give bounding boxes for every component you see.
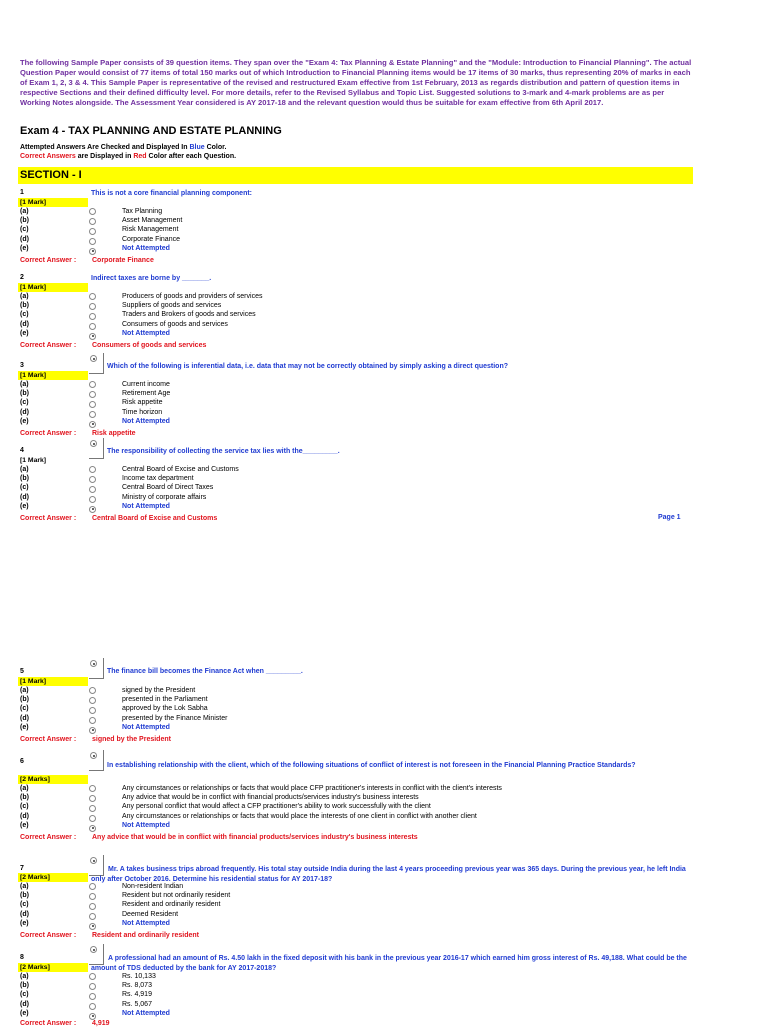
legend-text: Attempted Answers Are Checked and Displayed In bbox=[20, 144, 190, 151]
correct-answer bbox=[20, 834, 418, 841]
attempt-radio[interactable] bbox=[90, 857, 97, 864]
option-label: Any circumstances or relationships or facts that would place CFP practitioner's interests in conflict with the client's interests bbox=[122, 785, 502, 792]
question-text: Which of the following is inferential data, i.e. data that may not be correctly obtained by simply asking a direct question? bbox=[107, 363, 509, 370]
correct-answer-value: Risk appetite bbox=[92, 430, 136, 437]
option-radio-b[interactable] bbox=[89, 893, 96, 900]
correct-answer bbox=[20, 515, 218, 522]
option-radio-a[interactable] bbox=[89, 293, 96, 300]
option-label: Income tax department bbox=[122, 475, 194, 483]
page-number: Page 1 bbox=[658, 514, 681, 521]
option-list bbox=[122, 686, 227, 732]
question-checkbox[interactable] bbox=[89, 750, 104, 771]
question-text: The responsibility of collecting the service tax lies with the_________. bbox=[107, 448, 340, 455]
option-radio-d[interactable] bbox=[89, 815, 96, 822]
question-number: 6 bbox=[20, 758, 24, 765]
option-letters: (a) (b) (c) (d) (e) bbox=[20, 381, 29, 425]
legend-correct bbox=[20, 153, 236, 160]
option-radio-a[interactable] bbox=[89, 973, 96, 980]
option-list bbox=[122, 972, 170, 1018]
option-radio-c[interactable] bbox=[89, 903, 96, 910]
question-text: The finance bill becomes the Finance Act when _________. bbox=[107, 668, 303, 675]
question-number: 4 bbox=[20, 447, 24, 454]
option-radio-b[interactable] bbox=[89, 218, 96, 225]
option-label: Suppliers of goods and services bbox=[122, 302, 222, 310]
option-label: Resident and ordinarily resident bbox=[122, 901, 221, 909]
option-list bbox=[122, 882, 230, 928]
option-radios bbox=[89, 687, 96, 736]
attempt-radio[interactable] bbox=[90, 946, 97, 953]
option-radio-c[interactable] bbox=[89, 228, 96, 235]
legend-red-word: Red bbox=[133, 153, 147, 160]
option-list bbox=[122, 292, 262, 338]
correct-answer-value: Central Board of Excise and Customs bbox=[92, 515, 218, 522]
mark-label: [2 Marks] bbox=[18, 873, 88, 882]
intro-paragraph: The following Sample Paper consists of 39 question items. They span over the "Exam 4: Tax Planning & Estate Planning" and the "Module: Introduction to Financial Planning". The actual Question Paper would consist of 77 items of total 150 marks out of which Introduction to Financial Planning items would be 17 items of 30 marks, thus representing 20% of marks in each of Exam 1, 2, 3 & 4. This Sample Paper is representative of the revised and restructured Exam effective from 1st February, 2013 as regards distribution and pattern of question items in respective Sections and their defined difficulty level. For more details, refer to the Revised Syllabus and Topic List. Suggested solutions to 3-mark and 4-mark problems are as per Working Notes alongside. The Assessment Year considered is AY 2017-18 and the relevant question would thus be suitable for exam effective from 6th April 2017. bbox=[20, 58, 692, 108]
option-radio-d[interactable] bbox=[89, 496, 96, 503]
attempt-radio[interactable] bbox=[90, 660, 97, 667]
option-radio-d[interactable] bbox=[89, 238, 96, 245]
mark-label: [1 Mark] bbox=[18, 283, 88, 292]
option-radio-e[interactable] bbox=[89, 825, 96, 832]
question-text: In establishing relationship with the client, which of the following situations of conflict of interest is not foreseen in the Financial Planning Practice Standards? bbox=[107, 762, 636, 769]
option-label: Ministry of corporate affairs bbox=[122, 493, 207, 501]
option-label: Not Attempted bbox=[122, 1009, 170, 1017]
option-radio-c[interactable] bbox=[89, 993, 96, 1000]
mark-label: [2 Marks] bbox=[18, 963, 88, 972]
attempt-radio[interactable] bbox=[90, 355, 97, 362]
option-radios bbox=[89, 381, 96, 430]
option-label: Asset Management bbox=[122, 217, 183, 225]
mark-label: [1 Mark] bbox=[20, 457, 47, 464]
option-label: Current income bbox=[122, 381, 170, 388]
option-radio-a[interactable] bbox=[89, 466, 96, 473]
option-label: approved by the Lok Sabha bbox=[122, 705, 208, 713]
option-radio-c[interactable] bbox=[89, 486, 96, 493]
correct-answer-label: Correct Answer : bbox=[20, 932, 77, 939]
correct-answer-value: 4,919 bbox=[92, 1020, 110, 1027]
question-text: Indirect taxes are borne by _______. bbox=[91, 275, 212, 282]
option-radios bbox=[89, 785, 96, 834]
option-radio-d[interactable] bbox=[89, 323, 96, 330]
option-list bbox=[122, 380, 170, 426]
mark-label: [2 Marks] bbox=[18, 775, 88, 784]
option-radio-a[interactable] bbox=[89, 883, 96, 890]
exam-title: Exam 4 - TAX PLANNING AND ESTATE PLANNING bbox=[20, 125, 282, 137]
option-label: Retirement Age bbox=[122, 390, 171, 398]
option-label: Not Attempted bbox=[122, 329, 170, 337]
option-label: Central Board of Direct Taxes bbox=[122, 484, 214, 492]
legend-text: Color. bbox=[204, 144, 227, 151]
option-radio-e[interactable] bbox=[89, 727, 96, 734]
option-label: Rs. 4,919 bbox=[122, 991, 152, 999]
legend-attempted bbox=[20, 144, 226, 151]
question-text: A professional had an amount of Rs. 4.50 lakh in the fixed deposit with his bank in the previous year 2016-17 which earned him gross interest of Rs. 49,188. What could be the amount of TDS deducted by the bank for AY 2017-2018? bbox=[91, 955, 687, 972]
attempt-radio[interactable] bbox=[90, 752, 97, 759]
option-label: Any circumstances or relationships or facts that would place the interests of one client in conflict with another client bbox=[122, 812, 477, 820]
mark-label: [1 Mark] bbox=[18, 198, 88, 207]
option-label: Not Attempted bbox=[122, 502, 170, 510]
question-number: 2 bbox=[20, 274, 24, 281]
option-radios bbox=[89, 973, 96, 1022]
question-checkbox[interactable] bbox=[89, 658, 104, 679]
option-list bbox=[122, 207, 182, 253]
option-label: signed by the President bbox=[122, 687, 196, 694]
option-label: Producers of goods and providers of services bbox=[122, 293, 263, 300]
option-letters: (a) (b) (c) (d) (e) bbox=[20, 293, 29, 337]
question-text: Mr. A takes business trips abroad frequently. His total stay outside India during the last 4 years proceeding previous year was 365 days. During the previous year, he left India only after October 2016. Determine his residential status for AY 2017-18? bbox=[91, 866, 686, 883]
option-radio-e[interactable] bbox=[89, 248, 96, 255]
option-radio-e[interactable] bbox=[89, 421, 96, 428]
correct-answer-value: Any advice that would be in conflict with financial products/services industry's business interests bbox=[92, 834, 418, 841]
option-label: Risk Management bbox=[122, 226, 179, 234]
option-label: Non-resident Indian bbox=[122, 883, 184, 890]
correct-answer-value: signed by the President bbox=[92, 736, 171, 743]
option-label: Central Board of Excise and Customs bbox=[122, 466, 239, 473]
section-header: SECTION - I bbox=[18, 167, 693, 184]
option-radio-b[interactable] bbox=[89, 983, 96, 990]
option-label: Rs. 5,067 bbox=[122, 1000, 152, 1008]
option-label: presented in the Parliament bbox=[122, 696, 208, 704]
correct-answer bbox=[20, 342, 207, 349]
option-label: Rs. 8,073 bbox=[122, 982, 152, 990]
correct-answer-value: Consumers of goods and services bbox=[92, 342, 207, 349]
option-label: Time horizon bbox=[122, 408, 163, 416]
option-radio-d[interactable] bbox=[89, 411, 96, 418]
option-letters: (a) (b) (c) (d) (e) bbox=[20, 466, 29, 510]
option-label: Rs. 10,133 bbox=[122, 973, 156, 980]
option-letters: (a) (b) (c) (d) (e) bbox=[20, 785, 29, 829]
correct-answer-label: Correct Answer : bbox=[20, 430, 77, 437]
question-text: This is not a core financial planning component: bbox=[91, 190, 253, 197]
option-radio-c[interactable] bbox=[89, 313, 96, 320]
question-number: 8 bbox=[20, 954, 24, 961]
option-label: Deemed Resident bbox=[122, 910, 179, 918]
option-radio-d[interactable] bbox=[89, 717, 96, 724]
question-number: 1 bbox=[20, 189, 24, 196]
correct-answer-label: Correct Answer : bbox=[20, 834, 77, 841]
option-radio-b[interactable] bbox=[89, 391, 96, 398]
option-radio-a[interactable] bbox=[89, 785, 96, 792]
question-number: 3 bbox=[20, 362, 24, 369]
option-radio-d[interactable] bbox=[89, 1003, 96, 1010]
option-label: Any advice that would be in conflict with financial products/services industry's business interests bbox=[122, 794, 419, 802]
option-radios bbox=[89, 208, 96, 257]
option-label: Risk appetite bbox=[122, 399, 163, 407]
correct-answer bbox=[20, 932, 199, 939]
question-number: 5 bbox=[20, 668, 24, 675]
mark-label: [1 Mark] bbox=[18, 677, 88, 686]
correct-answer-label: Correct Answer : bbox=[20, 515, 77, 522]
option-radio-e[interactable] bbox=[89, 506, 96, 513]
option-letters: (a) (b) (c) (d) (e) bbox=[20, 687, 29, 731]
option-label: presented by the Finance Minister bbox=[122, 714, 228, 722]
option-radio-c[interactable] bbox=[89, 401, 96, 408]
option-list bbox=[122, 465, 239, 511]
correct-answer bbox=[20, 430, 136, 437]
attempt-radio[interactable] bbox=[90, 440, 97, 447]
option-radio-b[interactable] bbox=[89, 697, 96, 704]
correct-answer-label: Correct Answer : bbox=[20, 342, 77, 349]
option-letters: (a) (b) (c) (d) (e) bbox=[20, 208, 29, 252]
question-checkbox[interactable] bbox=[89, 353, 104, 374]
option-radios bbox=[89, 293, 96, 342]
option-radio-b[interactable] bbox=[89, 795, 96, 802]
correct-answer-label: Correct Answer : bbox=[20, 257, 77, 264]
option-radio-c[interactable] bbox=[89, 805, 96, 812]
option-label: Any personal conflict that would affect a CFP practitioner's ability to work successfully with the client bbox=[122, 803, 431, 811]
option-radio-b[interactable] bbox=[89, 476, 96, 483]
option-radio-d[interactable] bbox=[89, 913, 96, 920]
option-radio-e[interactable] bbox=[89, 333, 96, 340]
correct-answer-label: Correct Answer : bbox=[20, 1020, 77, 1027]
option-label: Not Attempted bbox=[122, 919, 170, 927]
legend-blue-word: Blue bbox=[189, 144, 205, 151]
correct-answer-value: Resident and ordinarily resident bbox=[92, 932, 199, 939]
option-label: Traders and Brokers of goods and services bbox=[122, 311, 256, 319]
option-label: Resident but not ordinarily resident bbox=[122, 892, 231, 900]
option-label: Tax Planning bbox=[122, 208, 163, 215]
option-letters: (a) (b) (c) (d) (e) bbox=[20, 973, 29, 1017]
option-radio-c[interactable] bbox=[89, 707, 96, 714]
option-radios bbox=[89, 883, 96, 932]
option-radios bbox=[89, 466, 96, 515]
legend-red-label: Correct Answers bbox=[20, 153, 76, 160]
legend-text: Color after each Question. bbox=[146, 153, 237, 160]
option-radio-a[interactable] bbox=[89, 381, 96, 388]
option-label: Not Attempted bbox=[122, 723, 170, 731]
option-radio-a[interactable] bbox=[89, 208, 96, 215]
question-checkbox[interactable] bbox=[89, 438, 104, 459]
option-label: Corporate Finance bbox=[122, 235, 180, 243]
option-radio-e[interactable] bbox=[89, 923, 96, 930]
option-radio-e[interactable] bbox=[89, 1013, 96, 1020]
correct-answer bbox=[20, 257, 154, 264]
option-label: Consumers of goods and services bbox=[122, 320, 228, 328]
option-label: Not Attempted bbox=[122, 821, 170, 829]
option-letters: (a) (b) (c) (d) (e) bbox=[20, 883, 29, 927]
option-label: Not Attempted bbox=[122, 417, 170, 425]
correct-answer-label: Correct Answer : bbox=[20, 736, 77, 743]
option-radio-b[interactable] bbox=[89, 303, 96, 310]
legend-text: are Displayed in bbox=[75, 153, 134, 160]
option-label: Not Attempted bbox=[122, 244, 170, 252]
option-list bbox=[122, 784, 502, 830]
question-number: 7 bbox=[20, 865, 24, 872]
option-radio-a[interactable] bbox=[89, 687, 96, 694]
correct-answer-value: Corporate Finance bbox=[92, 257, 154, 264]
mark-label: [1 Mark] bbox=[18, 371, 88, 380]
correct-answer bbox=[20, 736, 171, 743]
